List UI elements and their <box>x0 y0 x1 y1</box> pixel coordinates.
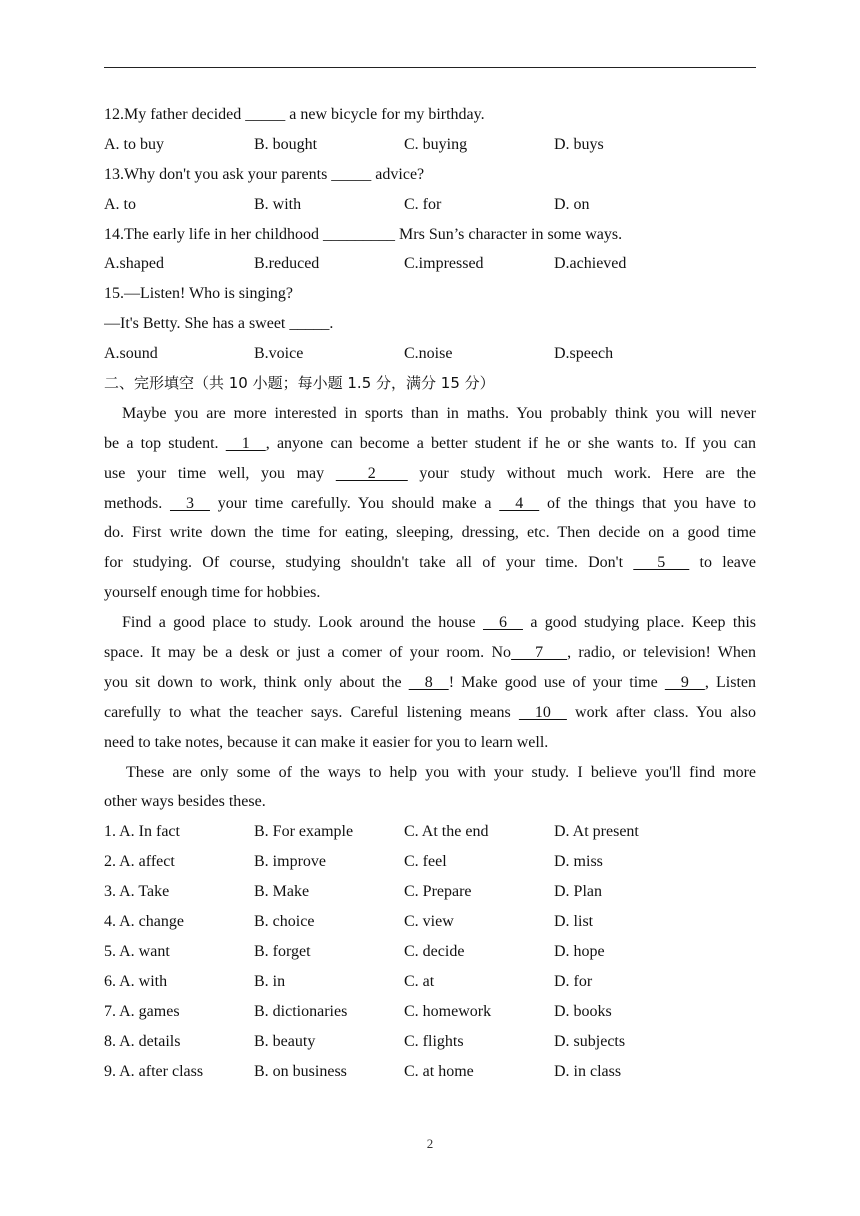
passage-paragraph-3 <box>104 758 756 818</box>
passage-text: , Listen <box>704 673 756 691</box>
cloze-option: D. miss <box>554 853 603 871</box>
question-14-stem: 14.The early life in her childhood _________ Mrs Sun’s character in some ways. <box>104 225 623 243</box>
header-rule <box>104 67 756 68</box>
question-14-options <box>104 249 756 279</box>
cloze-option: B. in <box>254 972 286 990</box>
cloze-option: B. Make <box>254 883 310 901</box>
passage-text: to leave <box>689 554 756 572</box>
passage-text: for studying. Of course, studying shouldn't take all of your time. Don't <box>104 554 634 572</box>
cloze-option: B. improve <box>254 853 326 871</box>
passage-line <box>104 728 756 758</box>
cloze-blank: 10 <box>518 703 567 721</box>
cloze-blank: 3 <box>169 494 210 512</box>
passage-line <box>104 638 756 668</box>
cloze-option-row <box>104 937 756 967</box>
passage-text: These are only some of the ways to help you with your study. I believe you'll find more <box>126 763 756 781</box>
passage-text: use your time well, you may <box>104 464 336 482</box>
cloze-option-row <box>104 907 756 937</box>
passage-line <box>104 429 756 459</box>
cloze-option: C. flights <box>404 1032 464 1050</box>
passage-line <box>104 608 756 638</box>
passage-line <box>104 518 756 548</box>
cloze-option: 3. A. Take <box>104 883 170 901</box>
cloze-option-row <box>104 997 756 1027</box>
cloze-option: D. for <box>554 972 593 990</box>
cloze-blank: 2 <box>335 464 408 482</box>
cloze-option-row <box>104 1057 756 1087</box>
cloze-option: D. list <box>554 913 594 931</box>
passage-line <box>104 787 756 817</box>
passage-text: carefully to what the teacher says. Careful listening means <box>104 703 519 721</box>
passage-text: Maybe you are more interested in sports than in maths. You probably think you will never <box>122 404 756 422</box>
cloze-blank: 9 <box>664 673 705 691</box>
passage-text: methods. <box>104 494 170 512</box>
question-13-options <box>104 190 756 220</box>
question-13-stem: 13.Why don't you ask your parents _____ advice? <box>104 165 425 183</box>
cloze-option: D. hope <box>554 942 605 960</box>
cloze-options-list <box>104 817 756 1086</box>
cloze-option: B. For example <box>254 823 354 841</box>
cloze-blank: 6 <box>482 614 523 632</box>
passage-line <box>104 548 756 578</box>
cloze-option: D. Plan <box>554 883 602 901</box>
cloze-blank: 1 <box>225 434 266 452</box>
cloze-option: 9. A. after class <box>104 1062 204 1080</box>
cloze-blank: 8 <box>408 673 449 691</box>
cloze-option: D. subjects <box>554 1032 626 1050</box>
cloze-blank: 7 <box>511 644 568 662</box>
option-c: C.impressed <box>404 255 484 273</box>
passage-text: you sit down to work, think only about the <box>104 673 409 691</box>
option-b: B.reduced <box>254 255 320 273</box>
cloze-option: 1. A. In fact <box>104 823 180 841</box>
passage-text: your time carefully. You should make a <box>209 494 500 512</box>
page-content <box>104 100 756 1086</box>
cloze-option: 6. A. with <box>104 972 168 990</box>
passage-paragraph-2 <box>104 608 756 757</box>
cloze-option: 8. A. details <box>104 1032 181 1050</box>
passage-text: ! Make good use of your time <box>448 673 665 691</box>
cloze-option: D. At present <box>554 823 639 841</box>
passage-text: space. It may be a desk or just a comer of your room. No <box>104 644 512 662</box>
passage-text: a good studying place. Keep this <box>522 614 757 632</box>
question-12-options <box>104 130 756 160</box>
option-d: D. buys <box>554 135 604 153</box>
passage-paragraph-1 <box>104 399 756 608</box>
cloze-option: C. view <box>404 913 454 931</box>
passage-text: do. First write down the time for eating, sleeping, dressing, etc. Then decide on a good time <box>104 524 756 542</box>
cloze-option: C. Prepare <box>404 883 472 901</box>
option-b: B.voice <box>254 345 304 363</box>
option-a: A.shaped <box>104 255 164 273</box>
cloze-option: 5. A. want <box>104 942 170 960</box>
cloze-option-row <box>104 1027 756 1057</box>
cloze-option: 4. A. change <box>104 913 184 931</box>
section-2-heading: 二、完形填空（共 10 小题；每小题 1.5 分，满分 15 分） <box>104 374 495 393</box>
cloze-option: B. beauty <box>254 1032 316 1050</box>
passage-text: other ways besides these. <box>104 793 266 811</box>
passage-line <box>104 698 756 728</box>
cloze-option: C. At the end <box>404 823 489 841</box>
cloze-option: C. decide <box>404 942 465 960</box>
cloze-option: C. feel <box>404 853 447 871</box>
cloze-blank: 4 <box>499 494 540 512</box>
passage-text: be a top student. <box>104 434 226 452</box>
passage-text: , anyone can become a better student if he or she wants to. If you can <box>265 434 757 452</box>
option-d: D.speech <box>554 345 614 363</box>
cloze-option: B. choice <box>254 913 315 931</box>
option-c: C. for <box>404 195 442 213</box>
passage-line <box>104 489 756 519</box>
passage-line <box>104 399 756 429</box>
passage-line <box>104 459 756 489</box>
option-a: A.sound <box>104 345 158 363</box>
cloze-option: C. homework <box>404 1002 492 1020</box>
cloze-option-row <box>104 967 756 997</box>
option-d: D.achieved <box>554 255 627 273</box>
cloze-option-row <box>104 847 756 877</box>
passage-text: yourself enough time for hobbies. <box>104 584 321 602</box>
passage-line <box>104 758 756 788</box>
cloze-option: D. books <box>554 1002 612 1020</box>
cloze-option: D. in class <box>554 1062 622 1080</box>
cloze-option: B. dictionaries <box>254 1002 348 1020</box>
cloze-option: 7. A. games <box>104 1002 180 1020</box>
passage-line <box>104 668 756 698</box>
question-15-options <box>104 339 756 369</box>
question-15-stem: 15.—Listen! Who is singing? <box>104 285 294 303</box>
cloze-option: B. forget <box>254 942 311 960</box>
cloze-blank: 5 <box>633 554 690 572</box>
cloze-option: B. on business <box>254 1062 347 1080</box>
cloze-option: C. at home <box>404 1062 474 1080</box>
passage-text: Find a good place to study. Look around the house <box>122 614 483 632</box>
option-c: C.noise <box>404 345 453 363</box>
passage-text: your study without much work. Here are the <box>407 464 757 482</box>
passage-text: of the things that you have to <box>539 494 757 512</box>
option-d: D. on <box>554 195 590 213</box>
page-number: 2 <box>426 1136 434 1151</box>
option-a: A. to <box>104 195 136 213</box>
passage-text: need to take notes, because it can make it easier for you to learn well. <box>104 733 549 751</box>
option-a: A. to buy <box>104 135 164 153</box>
option-b: B. bought <box>254 135 318 153</box>
option-b: B. with <box>254 195 302 213</box>
cloze-option: C. at <box>404 972 435 990</box>
passage-text: , radio, or television! When <box>567 644 757 662</box>
cloze-option-row <box>104 817 756 847</box>
cloze-option: 2. A. affect <box>104 853 175 871</box>
passage-text: work after class. You also <box>566 703 757 721</box>
question-15-stem-reply: —It's Betty. She has a sweet _____. <box>104 315 334 333</box>
cloze-option-row <box>104 877 756 907</box>
passage-line <box>104 578 756 608</box>
option-c: C. buying <box>404 135 468 153</box>
question-12-stem: 12.My father decided _____ a new bicycle for my birthday. <box>104 106 485 123</box>
